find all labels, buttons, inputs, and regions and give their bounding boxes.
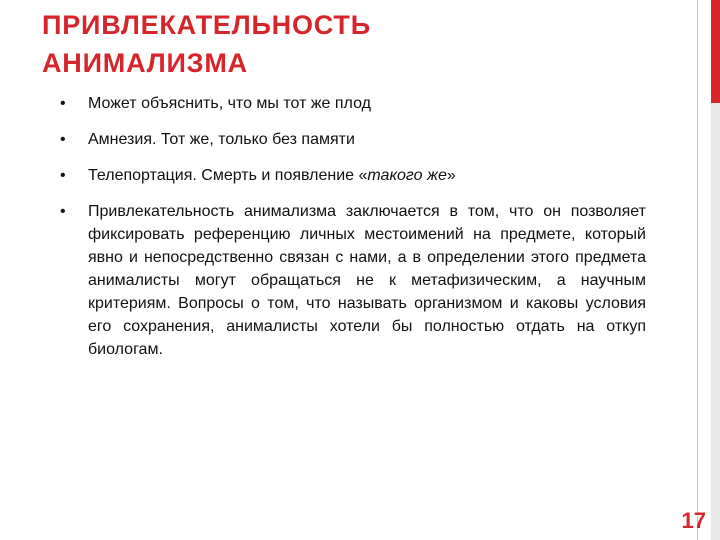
slide-title-line-2: АНИМАЛИЗМА (42, 48, 248, 78)
bullet-text: Привлекательность анимализма заключается в том, что он позволяет фиксировать референцию личных местоимений на предмете, который явно и непосредственно связан с нами, а в определении этого предмета анималисты могут обращаться не к метафизическим, а научным критериям. Вопросы о том, что называть организмом и каковы условия его сохранения, анималисты хотели бы полностью отдать на откуп биологам. (88, 203, 646, 358)
bullet-text-end: » (446, 167, 456, 184)
slide-title-line-1: ПРИВЛЕКАТЕЛЬНОСТЬ (42, 10, 371, 40)
bullet-text-start: Телепортация. Смерть и появление « (88, 167, 368, 184)
bullet-text: Амнезия. Тот же, только без памяти (88, 131, 355, 148)
page-number: 17 (681, 508, 706, 533)
bullet-text: Может объяснить, что мы тот же плод (88, 95, 371, 112)
bullet-list (60, 92, 646, 374)
bullet-item (60, 200, 646, 361)
bullet-item (60, 92, 646, 115)
bullet-item (60, 128, 646, 151)
bullet-item (60, 164, 646, 187)
bullet-dot: • (60, 203, 66, 220)
bullet-dot: • (60, 95, 66, 112)
bullet-dot: • (60, 167, 66, 184)
side-bar-accent (711, 0, 720, 103)
bullet-text-italic: такого же (367, 167, 447, 184)
bullet-dot: • (60, 131, 66, 148)
divider-line (697, 0, 698, 540)
slide-title (42, 6, 371, 82)
